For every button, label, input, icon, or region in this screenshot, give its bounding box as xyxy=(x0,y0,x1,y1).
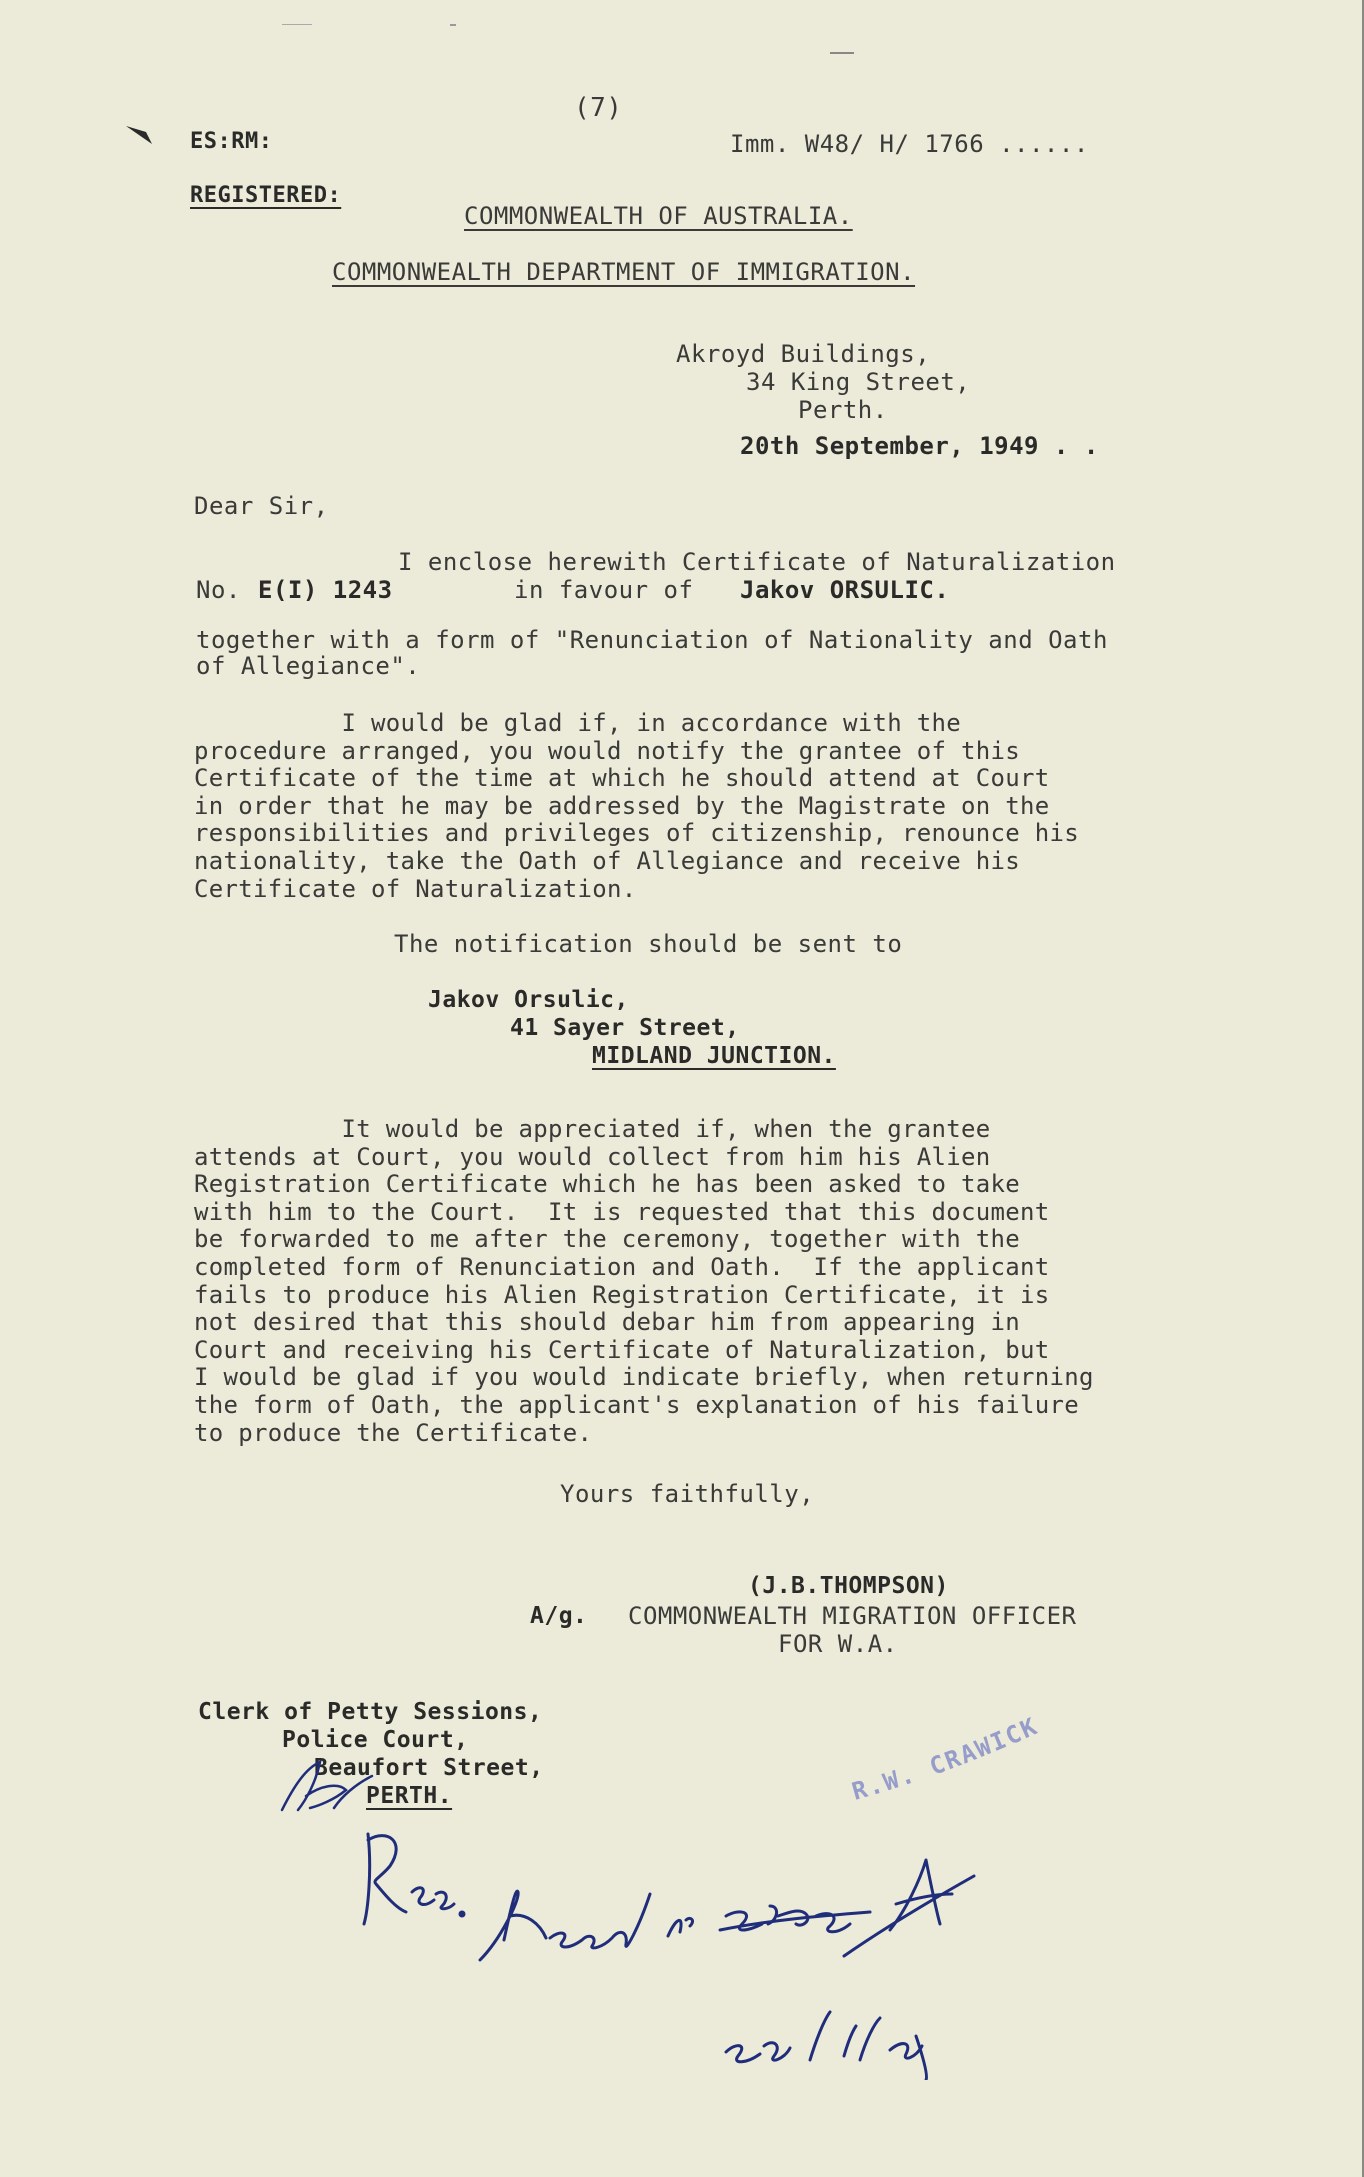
svg-text:R.W. CRAWICK: R.W. CRAWICK xyxy=(848,1711,1043,1806)
handwritten-annotation-icon xyxy=(350,1820,1010,2080)
address-line-1: Akroyd Buildings, xyxy=(676,340,931,368)
speck xyxy=(830,52,854,54)
salutation: Dear Sir, xyxy=(194,492,329,520)
heading-department: COMMONWEALTH DEPARTMENT OF IMMIGRATION. xyxy=(332,258,916,286)
recipient-town: MIDLAND JUNCTION. xyxy=(592,1043,836,1069)
addressee-line-3: Beaufort Street, xyxy=(314,1755,544,1781)
paragraph-registration: It would be appreciated if, when the grantee attends at Court, you would collect from him his Alien Registration Certificate which he has been asked to take with him to the Court. It is requested that this document be forwarded to me after the ceremony, together with the completed form of Renunciation and Oath. If the applicant fails to produce his Alien Registration Certificate, it is not desired that this should debar him from appearing in Court and receiving his Certificate of Naturalization, but I would be glad if you would indicate briefly, when returning the form of Oath, the applicant's explanation of his failure to produce the Certificate. xyxy=(194,1115,1094,1447)
speck xyxy=(450,24,456,26)
signer-region: FOR W.A. xyxy=(778,1630,898,1658)
paragraph-procedure: I would be glad if, in accordance with the procedure arranged, you would notify the grantee of this Certificate of the time at which he should attend at Court in order that he may be addressed by the Magistrate on the responsibilities and privileges of citizenship, renounce his nationality, take the Oath of Allegiance and receive his Certificate of Naturalization. xyxy=(194,709,1079,903)
registered-label: REGISTERED: xyxy=(190,183,342,208)
closing: Yours faithfully, xyxy=(560,1480,815,1508)
p1-line-1: I enclose herewith Certificate of Naturalization xyxy=(398,548,1116,576)
certificate-number: E(I) 1243 xyxy=(258,576,393,604)
signer-prefix: A/g. xyxy=(530,1603,588,1629)
signer-title: COMMONWEALTH MIGRATION OFFICER xyxy=(628,1602,1077,1630)
page-number: (7) xyxy=(574,93,623,123)
heading-commonwealth: COMMONWEALTH OF AUSTRALIA. xyxy=(464,202,853,230)
rubber-stamp-icon xyxy=(845,1700,1105,1810)
paragraph-notification: The notification should be sent to xyxy=(394,930,903,958)
recipient-name: Jakov Orsulic, xyxy=(428,987,629,1013)
addressee-line-1: Clerk of Petty Sessions, xyxy=(198,1699,543,1725)
signer-name: (J.B.THOMPSON) xyxy=(748,1573,949,1599)
recipient-street: 41 Sayer Street, xyxy=(510,1015,740,1041)
address-line-3: Perth. xyxy=(798,396,888,424)
p1-cont-2: of Allegiance". xyxy=(196,652,421,680)
addressee-line-2: Police Court, xyxy=(282,1727,469,1753)
letter-date: 20th September, 1949 . . xyxy=(740,432,1099,460)
initials-mark-icon xyxy=(276,1756,386,1816)
address-line-2: 34 King Street, xyxy=(746,368,971,396)
p1-favour: in favour of xyxy=(514,576,694,604)
p1-cont-1: together with a form of "Renunciation of Nationality and Oath xyxy=(196,626,1108,654)
p1-no: No. xyxy=(196,576,241,604)
arrow-mark-icon xyxy=(124,122,158,148)
addressee-line-4: PERTH. xyxy=(366,1783,453,1809)
ref-right: Imm. W48/ H/ 1766 ...... xyxy=(730,130,1089,158)
speck xyxy=(282,24,312,25)
grantee-name: Jakov ORSULIC. xyxy=(740,576,950,604)
ref-left: ES:RM: xyxy=(190,129,273,154)
